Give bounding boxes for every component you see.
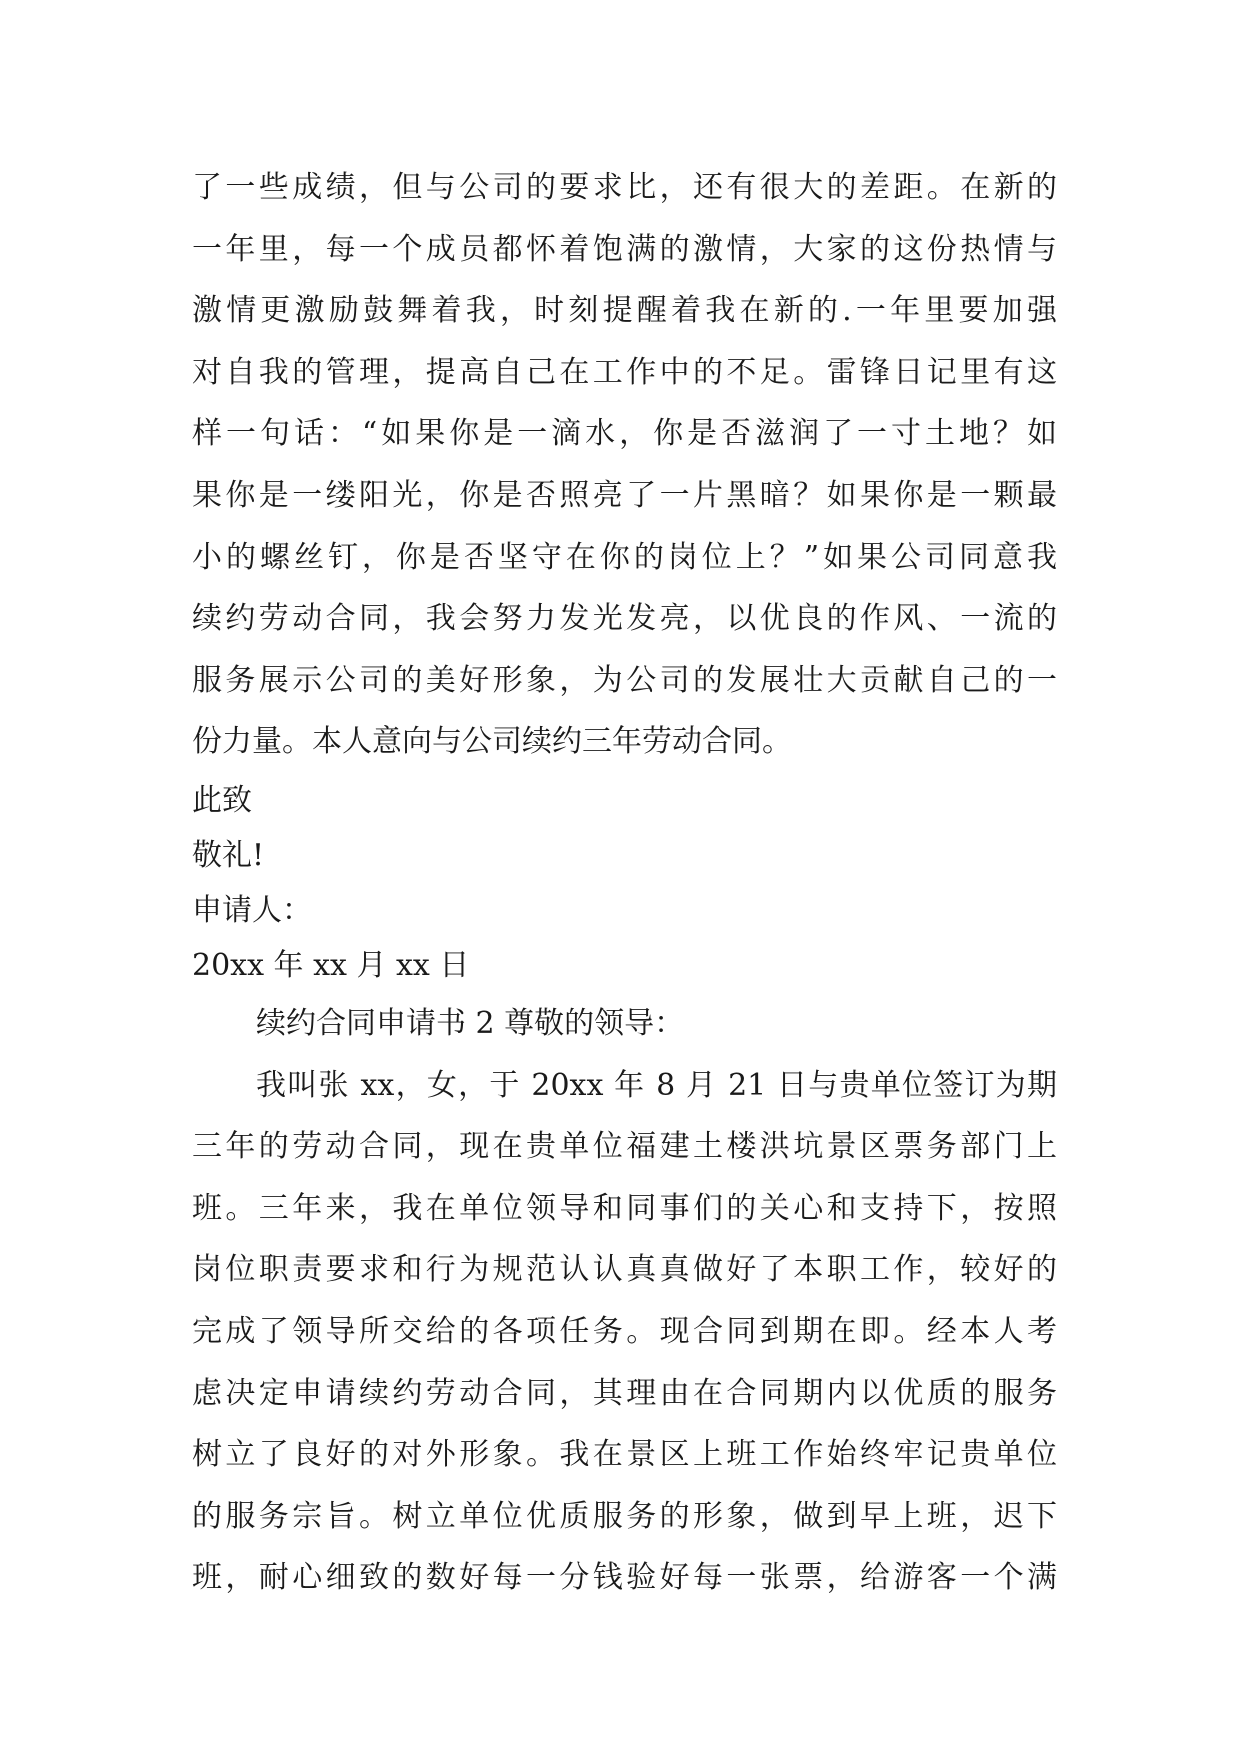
closing-salutation: 此致 — [192, 782, 252, 818]
paragraph-2-line: 班，耐心细致的数好每一分钱验好每一张票，给游客一个满 — [192, 1560, 1057, 1596]
paragraph-1-line: 小的螺丝钉，你是否坚守在你的岗位上？”如果公司同意我 — [192, 539, 1057, 575]
application-date: 20xx 年 xx 月 xx 日 — [192, 947, 470, 983]
paragraph-2-line: 班。三年来，我在单位领导和同事们的关心和支持下，按照 — [192, 1190, 1057, 1226]
paragraph-1-line: 份力量。本人意向与公司续约三年劳动合同。 — [192, 724, 792, 760]
paragraph-2-line: 岗位职责要求和行为规范认认真真做好了本职工作，较好的 — [192, 1252, 1057, 1288]
applicant-label: 申请人： — [192, 892, 312, 928]
paragraph-2-line: 三年的劳动合同，现在贵单位福建土楼洪坑景区票务部门上 — [192, 1129, 1057, 1165]
paragraph-1-line: 果你是一缕阳光，你是否照亮了一片黑暗？如果你是一颗最 — [192, 477, 1057, 513]
paragraph-1-line: 激情更激励鼓舞着我，时刻提醒着我在新的.一年里要加强 — [192, 293, 1057, 329]
document-body — [192, 157, 1057, 1609]
paragraph-1-line: 服务展示公司的美好形象，为公司的发展壮大贡献自己的一 — [192, 662, 1057, 698]
paragraph-2-line: 虑决定申请续约劳动合同，其理由在合同期内以优质的服务 — [192, 1375, 1057, 1411]
paragraph-2-line: 我叫张 xx，女，于 20xx 年 8 月 21 日与贵单位签订为期 — [256, 1067, 1057, 1103]
paragraph-2-line: 完成了领导所交给的各项任务。现合同到期在即。经本人考 — [192, 1313, 1057, 1349]
section-heading: 续约合同申请书 2 尊敬的领导： — [256, 1005, 685, 1041]
paragraph-2-line: 的服务宗旨。树立单位优质服务的形象，做到早上班，迟下 — [192, 1498, 1057, 1534]
paragraph-1-line: 续约劳动合同，我会努力发光发亮，以优良的作风、一流的 — [192, 601, 1057, 637]
paragraph-1-line: 对自我的管理，提高自己在工作中的不足。雷锋日记里有这 — [192, 354, 1057, 390]
paragraph-1-line: 样一句话：“如果你是一滴水，你是否滋润了一寸土地？如 — [192, 416, 1057, 452]
paragraph-1-line: 一年里，每一个成员都怀着饱满的激情，大家的这份热情与 — [192, 231, 1057, 267]
paragraph-1-line: 了一些成绩，但与公司的要求比，还有很大的差距。在新的 — [192, 170, 1057, 205]
closing-regards: 敬礼! — [192, 837, 265, 873]
paragraph-2-line: 树立了良好的对外形象。我在景区上班工作始终牢记贵单位 — [192, 1437, 1057, 1473]
